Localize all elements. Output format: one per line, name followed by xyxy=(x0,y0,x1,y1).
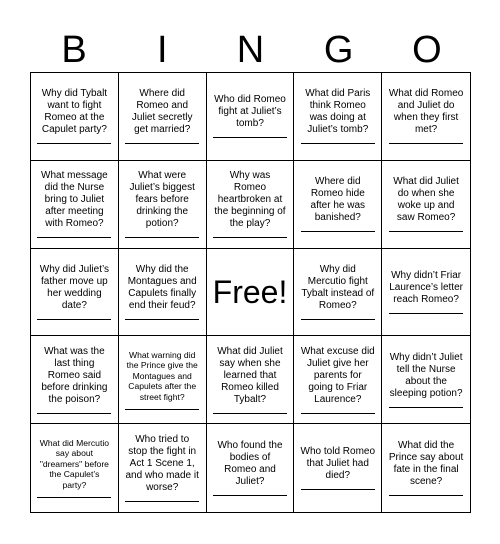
answer-line xyxy=(213,413,287,414)
answer-line xyxy=(125,409,199,410)
cell-question: What did the Prince say about fate in the final scene? xyxy=(388,440,464,488)
cell-question: Why didn’t Friar Laurence’s letter reach Romeo? xyxy=(389,269,463,305)
cell-question: Who did Romeo fight at Juliet’s tomb? xyxy=(214,94,286,130)
answer-line xyxy=(213,237,287,238)
bingo-cell[interactable] xyxy=(382,424,470,512)
cell-question: Who found the bodies of Romeo and Juliet? xyxy=(217,440,283,488)
bingo-cell[interactable] xyxy=(31,336,119,424)
answer-line xyxy=(301,231,375,232)
free-space-label: Free! xyxy=(212,273,288,310)
bingo-cell[interactable] xyxy=(382,73,470,161)
bingo-cell[interactable] xyxy=(207,336,295,424)
header-letter-b: B xyxy=(61,29,87,71)
bingo-cell[interactable] xyxy=(31,161,119,249)
bingo-cell[interactable] xyxy=(119,161,207,249)
bingo-board xyxy=(30,72,471,513)
answer-line xyxy=(37,237,111,238)
bingo-cell[interactable] xyxy=(294,161,382,249)
bingo-cell[interactable] xyxy=(294,424,382,512)
answer-line xyxy=(301,143,375,144)
answer-line xyxy=(37,497,111,498)
bingo-cell[interactable] xyxy=(119,336,207,424)
bingo-cell[interactable] xyxy=(294,336,382,424)
cell-question: What did Juliet do when she woke up and saw Romeo? xyxy=(393,176,459,224)
bingo-cell[interactable] xyxy=(119,424,207,512)
answer-line xyxy=(125,501,199,502)
bingo-cell[interactable] xyxy=(294,73,382,161)
answer-line xyxy=(301,489,375,490)
bingo-header xyxy=(30,28,471,72)
bingo-cell[interactable] xyxy=(207,424,295,512)
cell-question: Where did Romeo and Juliet secretly get married? xyxy=(131,88,193,136)
answer-line xyxy=(125,319,199,320)
cell-question: Why was Romeo heartbroken at the beginning of the play? xyxy=(214,170,286,230)
bingo-cell[interactable] xyxy=(294,249,382,337)
answer-line xyxy=(389,143,463,144)
cell-question: What did Romeo and Juliet do when they first met? xyxy=(388,88,464,136)
cell-question: Why didn’t Juliet tell the Nurse about the sleeping potion? xyxy=(389,351,463,399)
answer-line xyxy=(389,313,463,314)
header-letter-g: G xyxy=(323,29,354,71)
bingo-cell[interactable] xyxy=(207,73,295,161)
bingo-cell[interactable] xyxy=(382,249,470,337)
cell-question: What warning did the Prince give the Montagues and Capulets after the street fight? xyxy=(126,349,198,402)
bingo-cell[interactable] xyxy=(31,73,119,161)
cell-question: What was the last thing Romeo said before drinking the poison? xyxy=(41,345,108,405)
bingo-cell[interactable] xyxy=(382,161,470,249)
answer-line xyxy=(301,413,375,414)
header-letter-i: I xyxy=(157,29,168,71)
answer-line xyxy=(125,143,199,144)
cell-question: Why did Tybalt want to fight Romeo at the Capulet party? xyxy=(41,88,108,136)
cell-question: What excuse did Juliet give her parents for going to Friar Laurence? xyxy=(300,345,375,405)
bingo-cell[interactable] xyxy=(119,73,207,161)
bingo-cell[interactable] xyxy=(31,424,119,512)
bingo-cell[interactable] xyxy=(207,161,295,249)
answer-line xyxy=(37,413,111,414)
header-letter-n: N xyxy=(236,29,265,71)
cell-question: Where did Romeo hide after he was banished? xyxy=(310,176,366,224)
cell-question: Why did the Montagues and Capulets finally end their feud? xyxy=(127,263,197,311)
answer-line xyxy=(125,237,199,238)
answer-line xyxy=(213,137,287,138)
cell-question: What did Juliet say when she learned that Romeo killed Tybalt? xyxy=(217,345,283,405)
cell-question: What did Mercutio say about "dreamers" before the Capulet’s party? xyxy=(39,437,110,490)
cell-question: What did Paris think Romeo was doing at Juliet’s tomb? xyxy=(305,88,371,136)
cell-question: Why did Mercutio fight Tybalt instead of Romeo? xyxy=(301,263,375,311)
answer-line xyxy=(213,495,287,496)
header-letter-o: O xyxy=(412,29,442,71)
cell-question: What were Juliet’s biggest fears before drinking the potion? xyxy=(129,170,195,230)
answer-line xyxy=(37,319,111,320)
bingo-cell[interactable] xyxy=(382,336,470,424)
bingo-cell[interactable] xyxy=(31,249,119,337)
answer-line xyxy=(389,407,463,408)
answer-line xyxy=(37,143,111,144)
cell-question: Why did Juliet’s father move up her wedding date? xyxy=(39,263,110,311)
answer-line xyxy=(301,319,375,320)
cell-question: Who told Romeo that Juliet had died? xyxy=(300,446,376,482)
bingo-cell[interactable] xyxy=(119,249,207,337)
bingo-cell-free[interactable] xyxy=(207,249,295,337)
answer-line xyxy=(389,231,463,232)
cell-question: What message did the Nurse bring to Juliet after meeting with Romeo? xyxy=(41,170,108,230)
cell-question: Who tried to stop the fight in Act 1 Scene 1, and who made it worse? xyxy=(125,434,199,494)
answer-line xyxy=(389,495,463,496)
